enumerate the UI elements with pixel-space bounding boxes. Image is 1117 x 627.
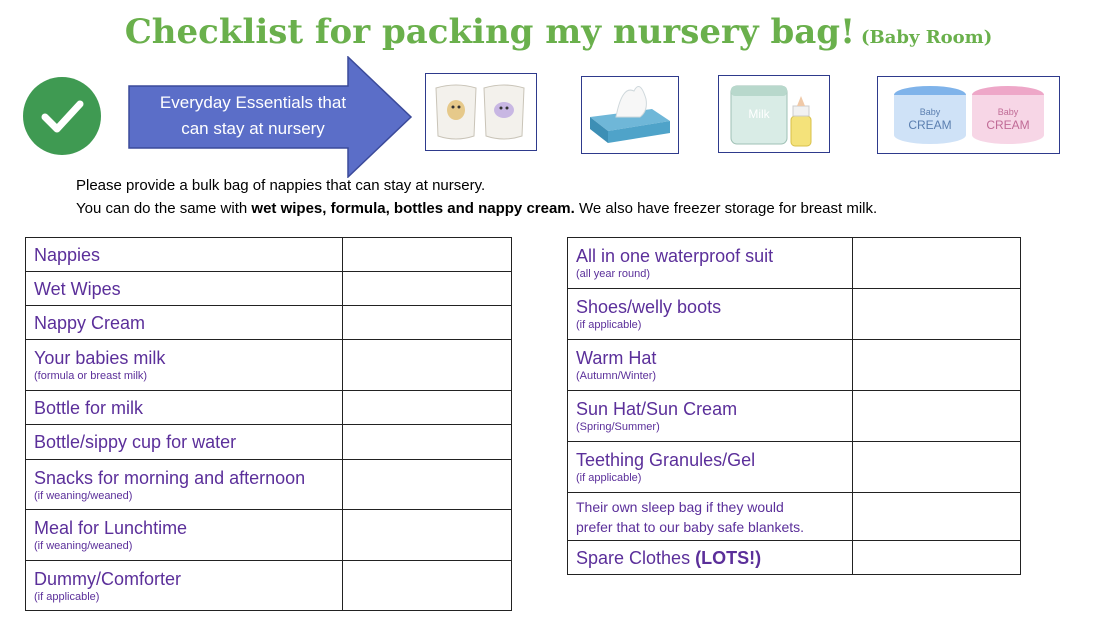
milk-bottle-image bbox=[718, 75, 830, 153]
tick-box[interactable] bbox=[853, 238, 1021, 289]
item-label-text: Spare Clothes bbox=[576, 547, 696, 568]
wipes-image bbox=[581, 76, 679, 154]
right-checklist-table bbox=[567, 237, 1021, 575]
svg-text:Baby: Baby bbox=[997, 107, 1019, 117]
tick-box[interactable] bbox=[343, 460, 512, 510]
checklist-row bbox=[26, 391, 512, 425]
title-main: Checklist for packing my nursery bag! bbox=[124, 12, 855, 52]
item-note: (if weaning/weaned) bbox=[34, 489, 133, 502]
tick-box[interactable] bbox=[343, 272, 512, 306]
tick-box[interactable] bbox=[853, 391, 1021, 442]
checklist-row bbox=[568, 238, 1021, 289]
tick-box[interactable] bbox=[343, 510, 512, 561]
item-label: Nappy Cream bbox=[34, 312, 146, 333]
tick-box[interactable] bbox=[853, 442, 1021, 493]
svg-text:Baby: Baby bbox=[919, 107, 941, 117]
checklist-row bbox=[26, 561, 512, 611]
intro-line2 bbox=[76, 197, 877, 220]
item-label: Shoes/welly boots bbox=[576, 297, 722, 317]
nappies-image bbox=[425, 73, 537, 151]
tick-box[interactable] bbox=[853, 340, 1021, 391]
item-label: Bottle/sippy cup for water bbox=[34, 432, 237, 452]
tick-box[interactable] bbox=[853, 493, 1021, 541]
tick-box[interactable] bbox=[853, 541, 1021, 575]
checklist-row bbox=[568, 289, 1021, 340]
item-label: Your babies milk bbox=[34, 348, 166, 368]
left-checklist-table bbox=[25, 237, 512, 611]
checklist-row bbox=[26, 306, 512, 340]
checklist-row bbox=[26, 272, 512, 306]
intro-line2-end: We also have freezer storage for breast milk. bbox=[574, 200, 878, 217]
item-note: (if applicable) bbox=[576, 472, 642, 484]
arrow-label-line1: Everyday Essentials that bbox=[159, 93, 347, 112]
intro-line1: Please provide a bulk bag of nappies that can stay at nursery. bbox=[76, 177, 486, 194]
arrow-label-line2: can stay at nursery bbox=[181, 119, 325, 138]
item-label: Meal for Lunchtime bbox=[34, 518, 188, 538]
checklist-row bbox=[26, 460, 512, 510]
checklist-row bbox=[26, 340, 512, 391]
item-note: (Spring/Summer) bbox=[576, 421, 660, 433]
svg-text:CREAM: CREAM bbox=[986, 118, 1030, 132]
tick-box[interactable] bbox=[343, 340, 512, 391]
item-note: (all year round) bbox=[576, 268, 650, 280]
item-note: (formula or breast milk) bbox=[34, 370, 148, 382]
item-label-line2: prefer that to our baby safe blankets. bbox=[576, 518, 805, 535]
checklist-row bbox=[26, 510, 512, 561]
checklist-row bbox=[568, 541, 1021, 575]
tick-box[interactable] bbox=[853, 289, 1021, 340]
item-note: (Autumn/Winter) bbox=[576, 370, 657, 382]
item-label: All in one waterproof suit bbox=[576, 246, 774, 266]
creams-image bbox=[877, 76, 1060, 154]
svg-text:Milk: Milk bbox=[748, 107, 770, 121]
item-label: Nappies bbox=[34, 244, 101, 265]
page-title bbox=[0, 12, 1117, 52]
checklist-row bbox=[26, 238, 512, 272]
checklist-row bbox=[26, 425, 512, 460]
item-label: Bottle for milk bbox=[34, 397, 144, 418]
item-label: Teething Granules/Gel bbox=[576, 450, 756, 470]
item-label: Snacks for morning and afternoon bbox=[34, 467, 306, 488]
item-note: (if weaning/weaned) bbox=[34, 540, 133, 552]
item-label: Wet Wipes bbox=[34, 278, 121, 299]
tick-box[interactable] bbox=[343, 561, 512, 611]
item-label: Warm Hat bbox=[576, 348, 657, 368]
item-label: Dummy/Comforter bbox=[34, 568, 182, 589]
checklist-row bbox=[568, 391, 1021, 442]
item-label-bold: (LOTS!) bbox=[695, 547, 762, 568]
item-label-line1: Their own sleep bag if they would bbox=[576, 498, 784, 515]
tick-box[interactable] bbox=[343, 391, 512, 425]
title-subtitle: (Baby Room) bbox=[861, 27, 993, 48]
intro-line2-start: You can do the same with bbox=[76, 200, 252, 217]
svg-text:CREAM: CREAM bbox=[908, 118, 952, 132]
checkmark-icon bbox=[23, 77, 101, 155]
item-note: (if applicable) bbox=[34, 590, 100, 603]
arrow-label bbox=[135, 90, 371, 142]
checklist-row bbox=[568, 442, 1021, 493]
item-label bbox=[576, 547, 852, 569]
intro-line2-bold: wet wipes, formula, bottles and nappy cream. bbox=[251, 200, 575, 217]
tick-box[interactable] bbox=[343, 238, 512, 272]
checklist-row bbox=[568, 340, 1021, 391]
tick-box[interactable] bbox=[343, 425, 512, 460]
item-note: (if applicable) bbox=[576, 319, 642, 331]
checklist-row bbox=[568, 493, 1021, 541]
tick-box[interactable] bbox=[343, 306, 512, 340]
item-label: Sun Hat/Sun Cream bbox=[576, 399, 738, 419]
intro-text bbox=[76, 174, 877, 220]
